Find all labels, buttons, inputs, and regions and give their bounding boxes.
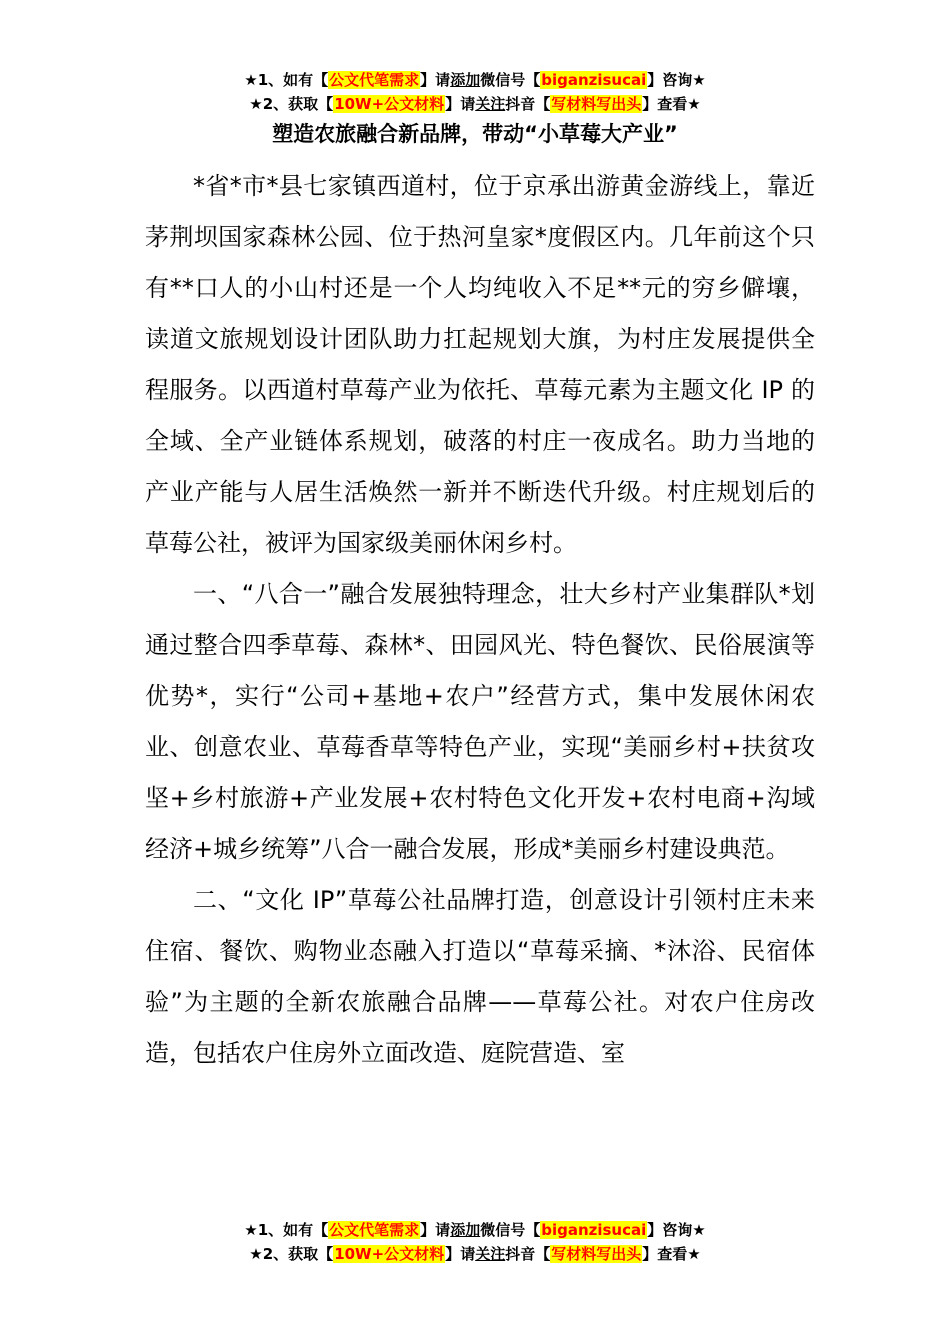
highlight-douyin-account: 写材料写出头: [551, 95, 642, 113]
banner-line-1: [0, 69, 950, 93]
paragraph-intro: *省*市*县七家镇西道村，位于京承出游黄金游线上，靠近茅荆坝国家森林公园、位于热河皇家*度假区内。几年前这个只有**口人的小山村还是一个人均纯收入不足**元的穷乡僻壤，读道文旅规划设计团队助力扛起规划大旗，为村庄发展提供全程服务。以西道村草莓产业为依托、草莓元素为主题文化 IP 的全域、全产业链体系规划，破落的村庄一夜成名。助力当地的产业产能与人居生活焕然一新并不断迭代升级。村庄规划后的草莓公社，被评为国家级美丽休闲乡村。: [145, 172, 815, 557]
highlight-wechat-id: biganzisucai: [541, 1221, 647, 1239]
underlined-text: 添加: [450, 71, 481, 89]
banner-text: 】咨询★: [647, 71, 706, 89]
banner-text: ★1、如有【: [244, 71, 329, 89]
underlined-text: 添加: [450, 1221, 481, 1239]
banner-text: 抖音【: [505, 95, 551, 113]
highlight-materials: 10W+公文材料: [334, 95, 445, 113]
footer-banner: [0, 1219, 950, 1267]
banner-line-2: [0, 93, 950, 117]
banner-text: 】查看★: [642, 1245, 701, 1263]
banner-line-2: [0, 1243, 950, 1267]
banner-text: ★1、如有【: [244, 1221, 329, 1239]
banner-text: 】请: [420, 1221, 451, 1239]
highlight-douyin-account: 写材料写出头: [551, 1245, 642, 1263]
banner-text: 微信号【: [480, 1221, 541, 1239]
highlight-materials: 10W+公文材料: [334, 1245, 445, 1263]
underlined-text: 关注: [475, 1245, 506, 1263]
highlight-service: 公文代笔需求: [329, 1221, 420, 1239]
highlight-service: 公文代笔需求: [329, 71, 420, 89]
banner-text: 】请: [445, 1245, 476, 1263]
banner-text: 】请: [445, 95, 476, 113]
banner-text: 抖音【: [505, 1245, 551, 1263]
banner-text: ★2、获取【: [249, 95, 334, 113]
banner-line-1: [0, 1219, 950, 1243]
underlined-text: 关注: [475, 95, 506, 113]
paragraph-section-1: 一、“八合一”融合发展独特理念，壮大乡村产业集群队*划通过整合四季草莓、森林*、田园风光、特色餐饮、民俗展演等优势*，实行“公司+基地+农户”经营方式，集中发展休闲农业、创意农业、草莓香草等特色产业，实现“美丽乡村+扶贫攻坚+乡村旅游+产业发展+农村特色文化开发+农村电商+沟域经济+城乡统筹”八合一融合发展，形成*美丽乡村建设典范。: [145, 580, 815, 863]
document-title: 塑造农旅融合新品牌，带动“小草莓大产业”: [272, 122, 678, 146]
paragraph-section-2: 二、“文化 IP”草莓公社品牌打造，创意设计引领村庄未来住宿、餐饮、购物业态融入打造以“草莓采摘、*沐浴、民宿体验”为主题的全新农旅融合品牌——草莓公社。对农户住房改造，包括农户住房外立面改造、庭院营造、室: [145, 886, 815, 1067]
banner-text: 】查看★: [642, 95, 701, 113]
banner-text: ★2、获取【: [249, 1245, 334, 1263]
banner-text: 】咨询★: [647, 1221, 706, 1239]
highlight-wechat-id: biganzisucai: [541, 71, 647, 89]
header-banner: [0, 69, 950, 117]
document-body: [145, 161, 815, 1079]
banner-text: 】请: [420, 71, 451, 89]
banner-text: 微信号【: [480, 71, 541, 89]
